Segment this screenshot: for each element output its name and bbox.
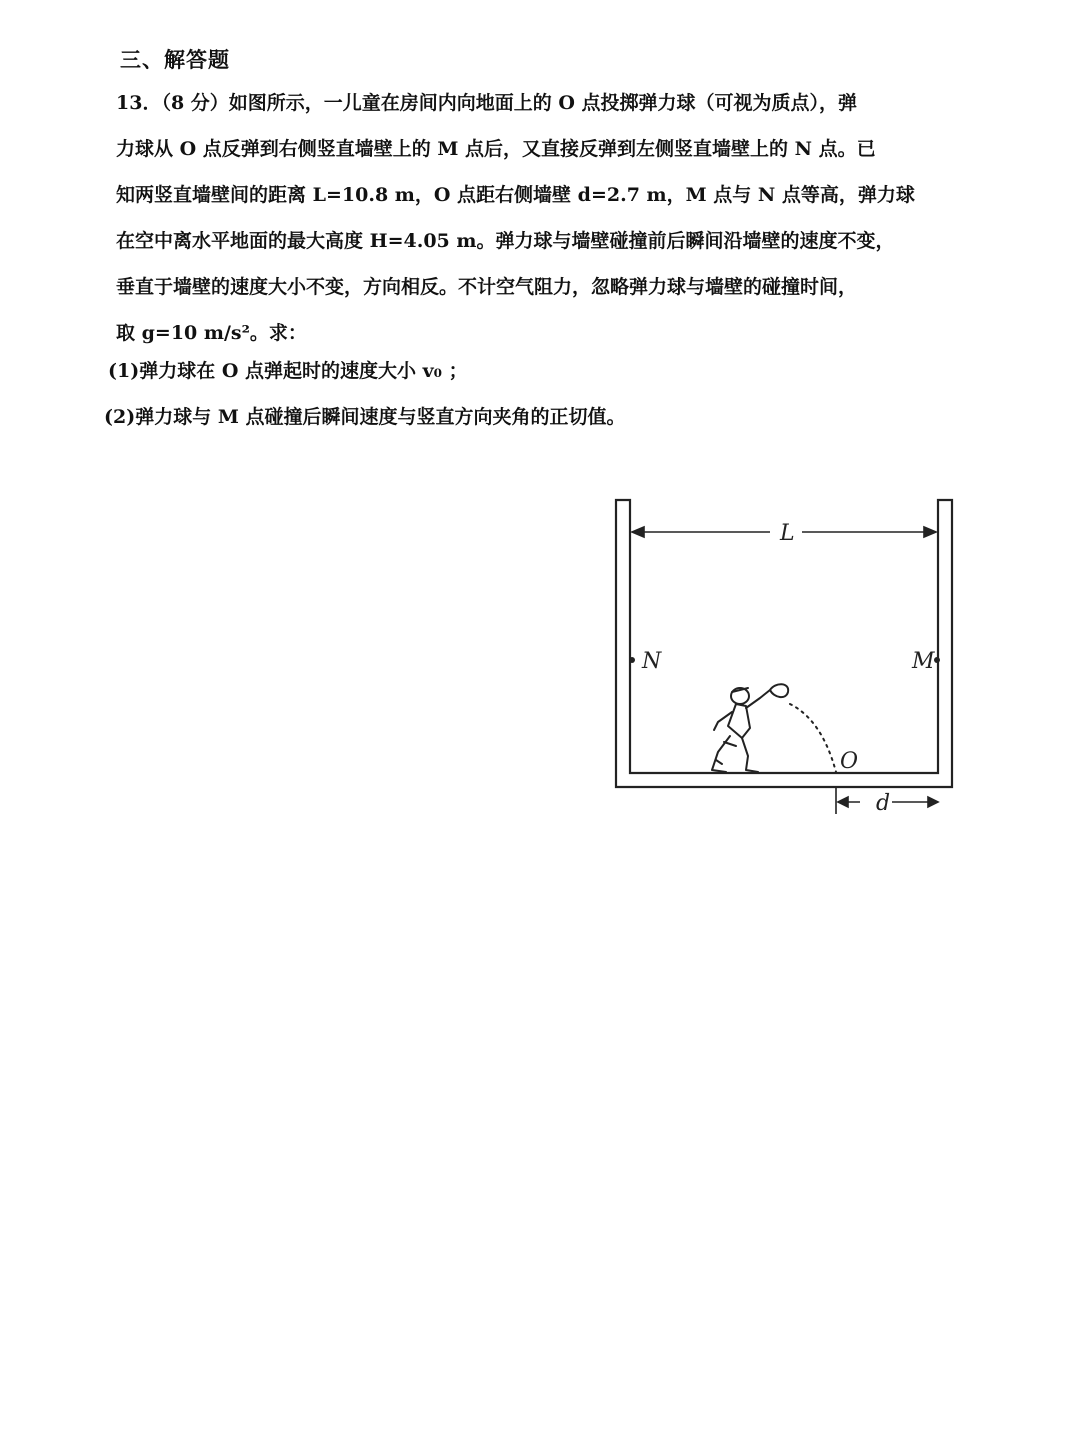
room-diagram [590, 490, 970, 830]
problem-line: 垂直于墙壁的速度大小不变，方向相反。不计空气阻力，忽略弹力球与墙壁的碰撞时间， [116, 276, 858, 298]
point-M [934, 657, 940, 663]
problem-statement [116, 80, 946, 356]
problem-line: 13．（8 分）如图所示，一儿童在房间内向地面上的 O 点投掷弹力球（可视为质点），弹 [116, 92, 858, 114]
label-O: O [840, 749, 859, 774]
trajectory [790, 704, 836, 772]
label-L: L [780, 521, 795, 546]
label-d: d [876, 791, 891, 816]
problem-line: 力球从 O 点反弹到右侧竖直墙壁上的 M 点后，又直接反弹到左侧竖直墙壁上的 N 点。已 [116, 138, 876, 160]
question-2: (2)弹力球与 M 点碰撞后瞬间速度与竖直方向夹角的正切值。 [104, 406, 626, 428]
problem-line: 取 g=10 m/s²。求： [116, 322, 307, 344]
label-N: N [642, 649, 662, 674]
label-M: M [912, 649, 935, 674]
question-1: (1)弹力球在 O 点弹起时的速度大小 v₀ ； [108, 360, 468, 382]
problem-line: 在空中离水平地面的最大高度 H=4.05 m。弹力球与墙壁碰撞前后瞬间沿墙壁的速度不变， [116, 230, 895, 252]
section-title: 三、解答题 [120, 47, 230, 72]
problem-line: 知两竖直墙壁间的距离 L=10.8 m，O 点距右侧墙壁 d=2.7 m，M 点与 N 点等高，弹力球 [116, 184, 915, 206]
point-N [629, 657, 635, 663]
child-figure [712, 684, 788, 772]
